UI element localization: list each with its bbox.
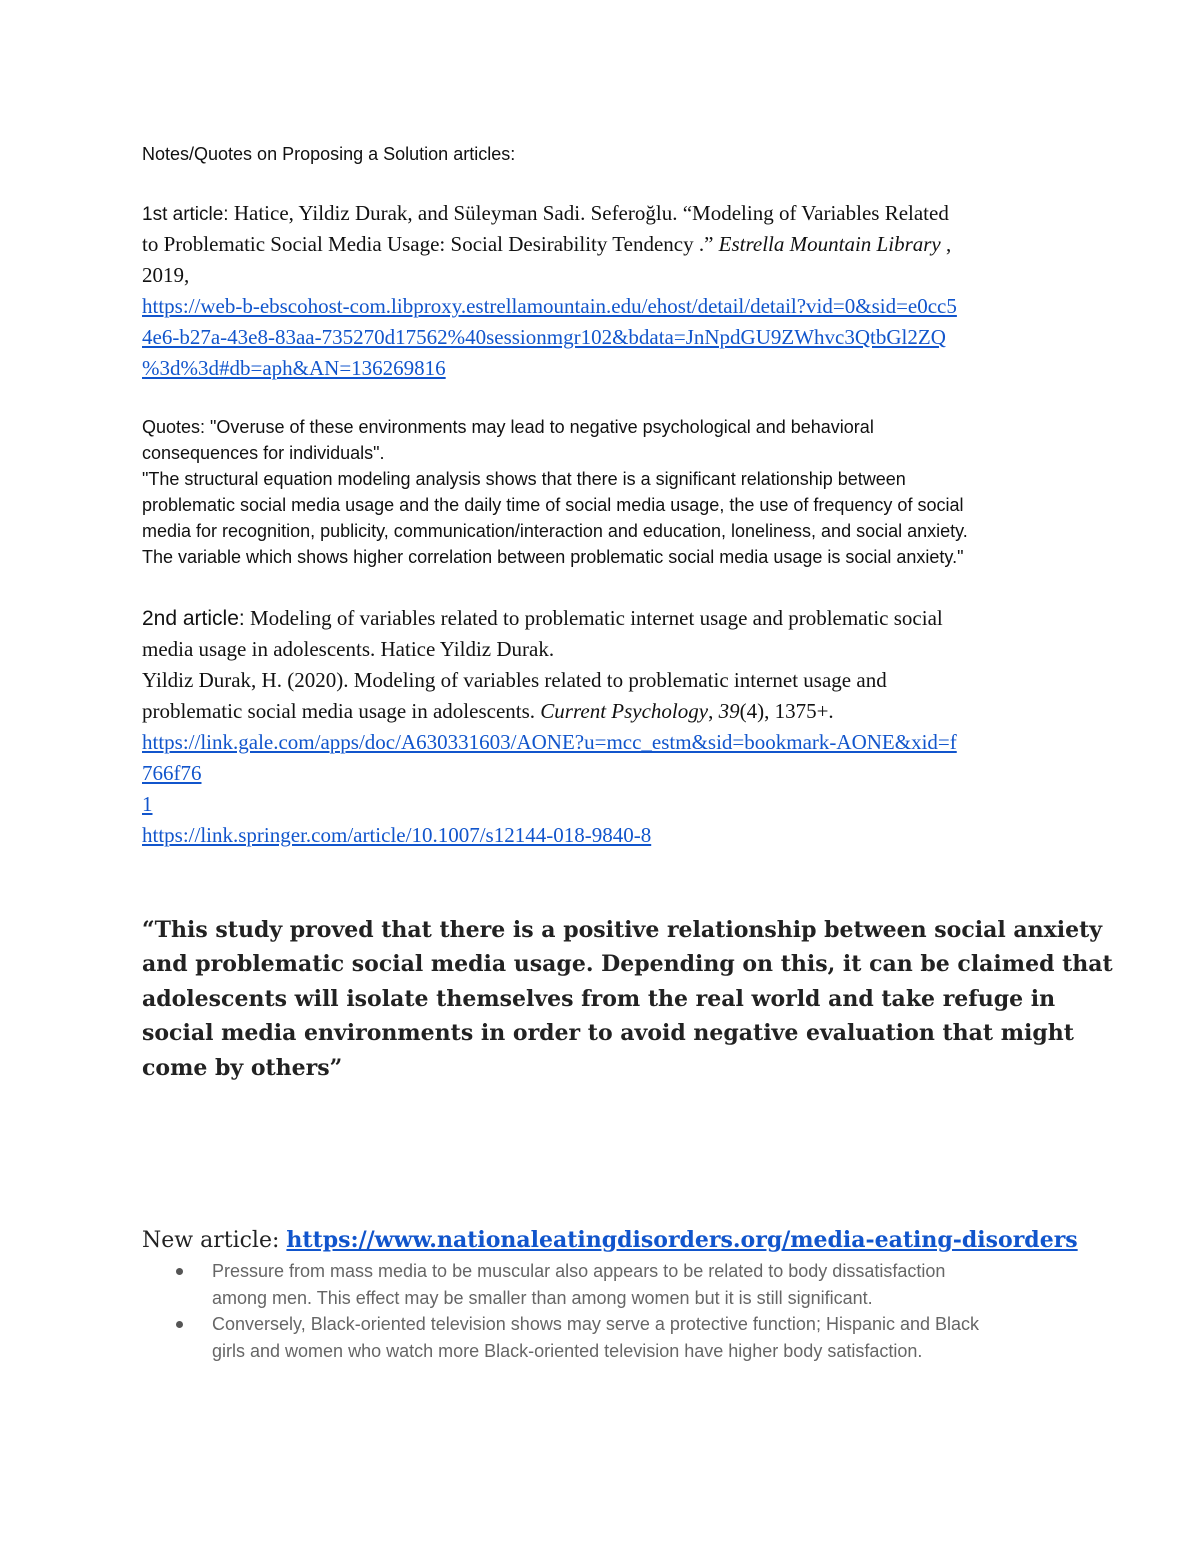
quote-line: consequences for individuals". <box>142 443 385 463</box>
new-article-label: New article: <box>142 1228 280 1253</box>
journal-name: Current Psychology <box>540 699 709 723</box>
gale-url-link[interactable]: https://link.gale.com/apps/doc/A630331603/AONE?u=mcc_estm&sid=bookmark-AONE&xid=f <box>142 730 957 754</box>
article2-citation-line2: problematic social media usage in adolescents. Current Psychology, 39(4), 1375+. <box>142 699 834 723</box>
article2-title-line2: media usage in adolescents. Hatice Yildiz Durak. <box>142 637 555 661</box>
quote-line: Quotes: "Overuse of these environments may lead to negative psychological and behavioral <box>142 417 874 437</box>
article1-source-italic: Estrella Mountain Library <box>718 232 941 256</box>
nedc-url-link[interactable]: https://www.nationaleatingdisorders.org/media-eating-disorders <box>286 1227 1078 1253</box>
article2-citation-line1: Yildiz Durak, H. (2020). Modeling of variables related to problematic internet usage and <box>142 668 887 692</box>
article2-title-line1: 2nd article: Modeling of variables related to problematic internet usage and problematic social <box>142 606 943 630</box>
bullet-dot-icon <box>176 1321 183 1328</box>
bold-quote-line: adolescents will isolate themselves from the real world and take refuge in <box>142 986 1056 1012</box>
springer-url-link[interactable]: https://link.springer.com/article/10.1007/s12144-018-9840-8 <box>142 823 652 847</box>
quote-line: media for recognition, publicity, communication/interaction and education, loneliness, and social anxiety. <box>142 521 968 541</box>
bullet-dot-icon <box>176 1268 183 1275</box>
list-item: Pressure from mass media to be muscular also appears to be related to body dissatisfaction among men. This effect may be smaller than among women but it is still significant. <box>172 1258 1072 1311</box>
bold-quote-line: come by others” <box>142 1055 343 1081</box>
article2-label: 2nd article: <box>142 607 245 630</box>
article1-citation-line2: to Problematic Social Media Usage: Social Desirability Tendency .” Estrella Mountain Library , <box>142 232 952 256</box>
article1-url-link-cont[interactable]: 4e6-b27a-43e8-83aa-735270d17562%40sessionmgr102&bdata=JnNpdGU9ZWhvc3QtbGl2ZQ <box>142 325 946 349</box>
bold-quote-line: “This study proved that there is a positive relationship between social anxiety <box>142 917 1103 943</box>
journal-volume: 39 <box>718 699 740 723</box>
bold-quote-line: and problematic social media usage. Depending on this, it can be claimed that <box>142 951 1113 977</box>
new-article-heading <box>142 1223 1078 1258</box>
quote-line: problematic social media usage and the daily time of social media usage, the use of frequency of social <box>142 495 964 515</box>
gale-url-link-end[interactable]: 1 <box>142 792 153 816</box>
page-title: Notes/Quotes on Proposing a Solution articles: <box>142 144 516 164</box>
bold-quote-line: social media environments in order to avoid negative evaluation that might <box>142 1020 1074 1046</box>
article1-citation-year: 2019, <box>142 263 190 287</box>
article1-label: 1st article: <box>142 204 229 225</box>
new-article-bullets <box>172 1258 1072 1364</box>
article1-url-link-end[interactable]: %3d%3d#db=aph&AN=136269816 <box>142 356 446 380</box>
quote-line: The variable which shows higher correlation between problematic social media usage is social anxiety." <box>142 547 964 567</box>
list-item: Conversely, Black-oriented television shows may serve a protective function; Hispanic and Black girls and women who watch more Black-oriented television have higher body satisfaction. <box>172 1311 1072 1364</box>
article1-citation-line1: 1st article: Hatice, Yildiz Durak, and Süleyman Sadi. Seferoğlu. “Modeling of Variables Related <box>142 201 949 225</box>
quote-line: "The structural equation modeling analysis shows that there is a significant relationship between <box>142 469 906 489</box>
gale-url-link-cont[interactable]: 766f76 <box>142 761 202 785</box>
article1-url-link[interactable]: https://web-b-ebscohost-com.libproxy.estrellamountain.edu/ehost/detail/detail?vid=0&sid=e0cc5 <box>142 294 957 318</box>
